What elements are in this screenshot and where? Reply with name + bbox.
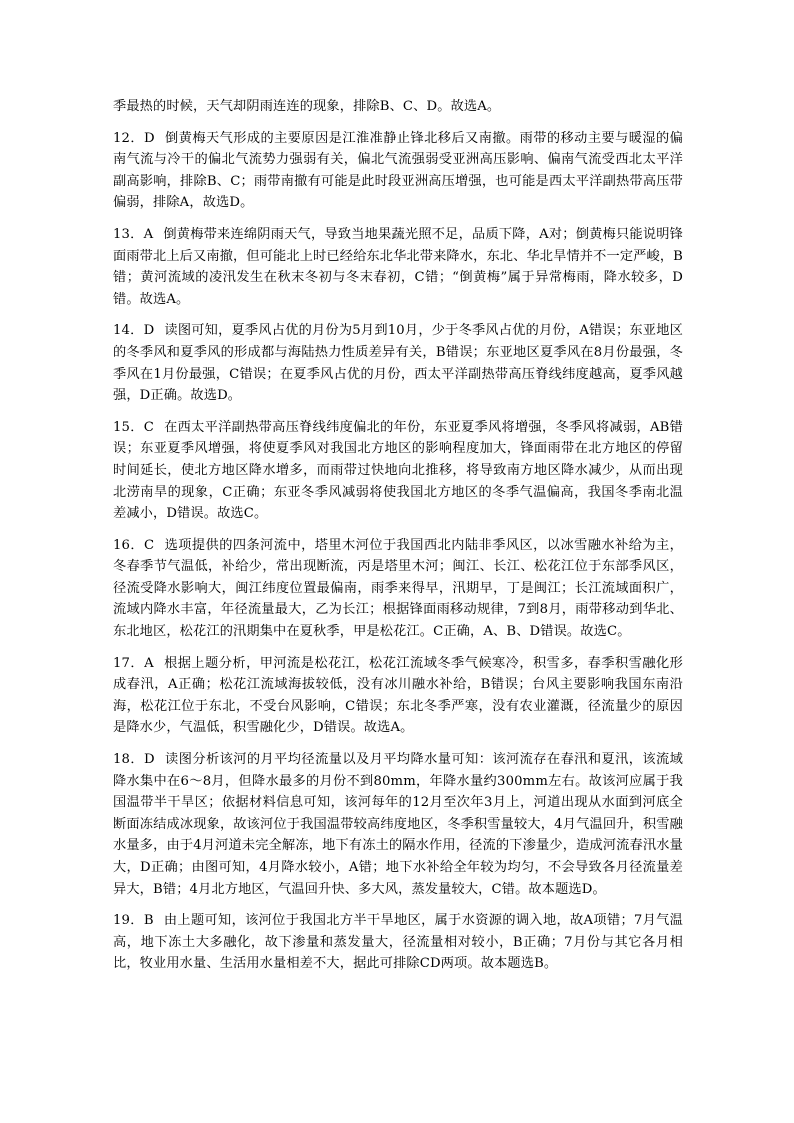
answer-paragraph-18	[113, 749, 683, 900]
answer-paragraph-17	[113, 653, 683, 739]
paragraph-continuation	[113, 96, 683, 118]
answer-paragraph-13	[113, 224, 683, 310]
answer-explanation: 倒黄梅天气形成的主要原因是江淮准静止锋北移后又南撤。雨带的移动主要与暖湿的偏南气流与冷干的偏北气流势力强弱有关，偏北气流强弱受亚洲高压影响、偏南气流受西北太平洋副高影响，排除B、C；雨带南撤有可能是此时段亚洲高压增强，也可能是西太平洋副热带高压带偏弱，排除A，故选D。	[113, 130, 683, 211]
answer-number: 13．A	[113, 226, 154, 242]
answer-paragraph-19	[113, 910, 683, 975]
answer-explanation: 由上题可知，该河位于我国北方半干旱地区，属于水资源的调入地，故A项错；7月气温高，地下冻土大多融化，故下渗量和蒸发量大，径流量相对较小，B正确；7月份与其它各月相比，牧业用水量、生活用水量相差不大，据此可排除CD两项。故本题选B。	[113, 913, 683, 972]
answer-explanation: 读图可知，夏季风占优的月份为5月到10月，少于冬季风占优的月份，A错误；东亚地区的冬季风和夏季风的形成都与海陆热力性质差异有关，B错误；东亚地区夏季风在8月份最强，冬季风在1月份最强，C错误；在夏季风占优的月份，西太平洋副热带高压脊线纬度越高，夏季风越强，D正确。故选D。	[113, 323, 683, 404]
answer-number: 16．C	[113, 537, 155, 553]
answer-explanation: 倒黄梅带来连绵阴雨天气，导致当地果蔬光照不足，品质下降，A对；倒黄梅只能说明锋面雨带北上后又南撤，但可能北上时已经给东北华北带来降水，东北、华北旱情并不一定严峻，B错；黄河流域的凌汛发生在秋末冬初与冬末春初，C错；“倒黄梅”属于异常梅雨，降水较多，D错。故选A。	[113, 226, 684, 307]
answer-number: 15．C	[113, 419, 154, 435]
answer-number: 12．D	[113, 130, 155, 146]
document-page	[113, 96, 683, 985]
answer-number: 19．B	[113, 913, 154, 929]
answer-paragraph-15	[113, 417, 683, 525]
answer-explanation: 在西太平洋副热带高压脊线纬度偏北的年份，东亚夏季风将增强，冬季风将减弱，AB错误；东亚夏季风增强，将使夏季风对我国北方地区的影响程度加大，锋面雨带在北方地区的停留时间延长，使北方地区降水增多，而雨带过快地向北推移，将导致南方地区降水减少，从而出现北涝南旱的现象，C正确；东亚冬季风减弱将使我国北方地区的冬季气温偏高，我国冬季南北温差减小，D错误。故选C。	[113, 419, 683, 522]
answer-number: 18．D	[113, 752, 155, 768]
answer-paragraph-12	[113, 128, 683, 214]
answer-number: 14．D	[113, 323, 155, 339]
answer-explanation: 选项提供的四条河流中，塔里木河位于我国西北内陆非季风区，以冰雪融水补给为主，冬春季节气温低，补给少，常出现断流，丙是塔里木河；闽江、长江、松花江位于东部季风区，径流受降水影响大，闽江纬度位置最偏南，雨季来得早，汛期早，丁是闽江；长江流域面积广，流域内降水丰富，年径流量最大，乙为长江；根据锋面雨移动规律，7到8月，雨带移动到华北、东北地区，松花江的汛期集中在夏秋季，甲是松花江。C正确，A、B、D错误。故选C。	[113, 537, 683, 640]
answer-number: 17．A	[113, 655, 154, 671]
answer-explanation: 读图分析该河的月平均径流量以及月平均降水量可知：该河流存在春汛和夏汛，该流域降水集中在6～8月，但降水最多的月份不到80mm，年降水量约300mm左右。故该河应属于我国温带半干旱区；依据材料信息可知，该河每年的12月至次年3月上，河道出现从水面到河底全断面冻结成冰现象，故该河位于我国温带较高纬度地区，冬季积雪量较大，4月气温回升，积雪融水量多，由于4月河道未完全解冻，地下有冻土的隔水作用，径流的下渗量少，造成河流春汛水量大，D正确；由图可知，4月降水较小，A错；地下水补给全年较为均匀，不会导致各月径流量差异大，B错；4月北方地区，气温回升快、多大风，蒸发量较大，C错。故本题选D。	[113, 752, 683, 897]
answer-paragraph-16	[113, 535, 683, 643]
answer-paragraph-14	[113, 320, 683, 406]
paragraph-text: 季最热的时候，天气却阴雨连连的现象，排除B、C、D。故选A。	[113, 99, 501, 114]
answer-explanation: 根据上题分析，甲河流是松花江，松花江流域冬季气候寒冷，积雪多，春季积雪融化形成春汛，A正确；松花江流域海拔较低，没有冰川融水补给，B错误；台风主要影响我国东南沿海，松花江位于东北，不受台风影响，C错误；东北冬季严寒，没有农业灌溉，径流量少的原因是降水少，气温低，积雪融化少，D错误。故选A。	[113, 655, 683, 736]
